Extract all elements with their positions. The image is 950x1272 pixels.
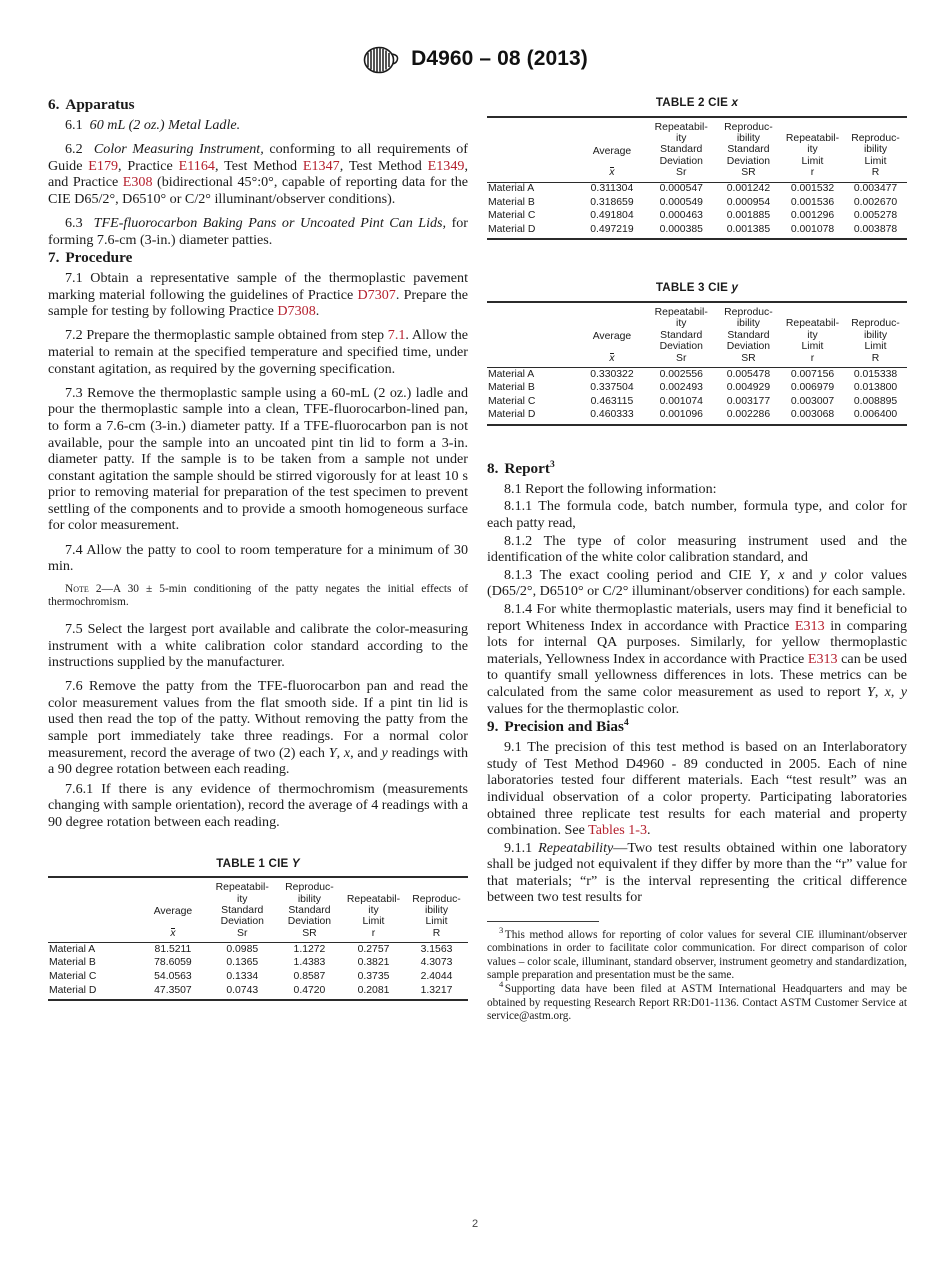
table-row — [487, 223, 907, 239]
table-2-row-0-repro-limit: 0.003477 — [853, 183, 898, 195]
right-column — [487, 95, 907, 1023]
clause-8-1-1-text: The formula code, batch number, formula type, and color for each patty read, — [487, 498, 907, 531]
link-e313-first[interactable]: E313 — [794, 617, 825, 634]
document-header — [0, 44, 950, 74]
table-1-title — [48, 856, 468, 873]
table-3-header-blank — [487, 302, 577, 368]
symbol-y-lower: y — [900, 683, 907, 700]
clause-7-6-1-text: If there is any evidence of thermochromism (measurements changing with sample orientation), record the average of 4 readings with a 90 degree rotation between each reading. — [48, 780, 468, 830]
section-7-number: 7. — [48, 249, 60, 267]
table-2-row-3-label: Material D — [487, 223, 577, 239]
table-1-row-0-repro-limit: 3.1563 — [420, 943, 453, 955]
clause-number-7-4: 7.4 — [65, 541, 83, 558]
paragraph-7-4 — [48, 542, 468, 575]
page-number: 2 — [471, 1218, 479, 1230]
clause-9-1-1-italic: Repeatability — [538, 839, 614, 856]
table-1-header-rep-limit: Repeatabil- ity Limit r — [342, 877, 405, 943]
table-row — [487, 182, 907, 196]
link-e1347[interactable]: E1347 — [302, 157, 340, 174]
table-2-row-0-repro-sd: 0.001242 — [726, 183, 771, 195]
paragraph-6-2 — [48, 141, 468, 207]
heading-section-6 — [48, 95, 468, 114]
paragraph-8-1-4 — [487, 601, 907, 717]
section-8-number: 8. — [487, 459, 499, 477]
table-1-row-1-rep-limit: 0.3821 — [357, 957, 390, 969]
table-2-header-blank — [487, 117, 577, 183]
clause-8-1-4-text-5: , — [890, 683, 901, 700]
table-2-row-3-rep-sd: 0.000385 — [647, 223, 716, 239]
table-3-row-2-repro-limit: 0.008895 — [853, 395, 898, 407]
table-2-row-3-rep-limit: 0.001078 — [781, 223, 844, 239]
astm-logo — [362, 45, 402, 75]
clause-number-6-2: 6.2 — [65, 141, 83, 158]
table-1-row-3-rep-limit: 0.2081 — [342, 984, 405, 1000]
table-2-row-3-repro-sd: 0.001385 — [716, 223, 781, 239]
table-1-row-3-repro-sd: 0.4720 — [277, 984, 342, 1000]
table-3-row-2-average: 0.463115 — [590, 395, 634, 407]
table-2-row-3-average: 0.497219 — [577, 223, 646, 239]
table-3-row-1-repro-limit: 0.013800 — [853, 382, 898, 394]
symbol-x: x — [343, 744, 351, 761]
symbol-y-lower: y — [820, 566, 827, 583]
table-1-row-1-average: 78.6059 — [154, 957, 192, 969]
link-e1164[interactable]: E1164 — [178, 157, 215, 174]
clause-number-9-1-1: 9.1.1 — [504, 839, 533, 856]
clause-8-1-3-text-3: and — [784, 566, 821, 583]
table-3-header-repro-sd: Reproduc- ibility Standard Deviation SR — [716, 302, 781, 368]
clause-number-8-1-2: 8.1.2 — [504, 532, 533, 549]
symbol-y: Y — [759, 566, 767, 583]
clause-7-6-text-2: , — [336, 744, 344, 761]
table-1-title-symbol: Y — [291, 856, 300, 870]
table-3-row-2-label: Material C — [488, 395, 536, 407]
clause-7-1-text-2: . Prepare the sample for testing by following Practice — [48, 286, 468, 320]
table-3-row-1-rep-sd: 0.002493 — [659, 382, 703, 394]
heading-section-8 — [487, 459, 907, 478]
note-2-text: —A 30 ± 5-min conditioning of the patty negates the initial effects of thermochromism. — [48, 582, 468, 609]
clause-number-6-3: 6.3 — [65, 214, 83, 231]
clause-number-7-2: 7.2 — [65, 327, 83, 344]
clause-6-2-italic: Color Measuring Instrument, — [93, 141, 264, 158]
table-1-row-3-rep-sd: 0.0743 — [208, 984, 277, 1000]
table-3-row-0-rep-limit: 0.007156 — [790, 368, 835, 380]
heading-section-7 — [48, 248, 468, 267]
paragraph-6-3 — [48, 215, 468, 248]
table-2-row-2-average: 0.491804 — [590, 210, 634, 222]
clause-8-1-text: Report the following information: — [521, 480, 717, 497]
clause-8-1-3-text-1: The exact cooling period and CIE — [532, 566, 760, 583]
link-tables-1-3[interactable]: Tables 1-3 — [588, 822, 648, 839]
paragraph-9-1 — [487, 739, 907, 839]
symbol-y-lower: y — [381, 744, 388, 761]
left-column — [48, 95, 468, 1001]
table-1-row-1-repro-sd: 1.4383 — [293, 957, 326, 969]
table-1-row-2-rep-sd: 0.1334 — [226, 970, 259, 982]
section-8-footnote-ref[interactable]: 3 — [549, 459, 555, 470]
clause-number-7-5: 7.5 — [65, 620, 83, 637]
clause-6-1-italic: 60 mL (2 oz.) Metal Ladle. — [89, 117, 241, 133]
table-row — [487, 395, 907, 409]
table-2-container — [487, 95, 907, 240]
table-3-row-2-rep-sd: 0.001074 — [659, 395, 703, 407]
table-3-header-average — [577, 302, 646, 368]
table-2 — [487, 116, 907, 241]
table-1-row-1-rep-sd: 0.1365 — [226, 957, 259, 969]
table-3-row-2-repro-sd: 0.003177 — [726, 395, 771, 407]
clause-7-4-text: Allow the patty to cool to room temperature for a minimum of 30 min. — [48, 541, 468, 575]
table-2-row-1-average: 0.318659 — [590, 196, 634, 208]
paragraph-8-1-2 — [487, 533, 907, 566]
heading-section-9 — [487, 717, 907, 736]
section-6-title: Apparatus — [65, 96, 135, 113]
clause-number-8-1-1: 8.1.1 — [504, 498, 533, 515]
link-d7308[interactable]: D7308 — [277, 303, 316, 320]
paragraph-7-6-1 — [48, 781, 468, 831]
table-row — [487, 368, 907, 382]
table-1-header-blank — [48, 877, 138, 943]
table-2-row-1-repro-sd: 0.000954 — [726, 196, 771, 208]
paragraph-7-6 — [48, 678, 468, 778]
clause-7-6-text-3: , and — [350, 744, 382, 761]
clause-7-3-text: Remove the thermoplastic sample using a 60-mL (2 oz.) ladle and pour the thermoplastic sample into a clean, TFE-fluorocarbon-lined pan, to form a 7.6-cm (3-in.) diameter patty. If a TFE-fluorocarbon pan is not available, pour the sample into an uncoated pint tin lid to form a 3-in. diameter patty. If the sample is to be taken from a sample not under constant agitation the sample should be stirred vigorously for at least 10 s prior to removing material for preparation of the test specimen to prevent settling of the components and to provide a smooth homogeneous surface for color measurement. — [48, 384, 468, 534]
table-row — [487, 382, 907, 396]
clause-9-1-text-2: . — [647, 822, 651, 839]
table-row — [48, 957, 468, 971]
clause-9-1-1-text: —Two test results obtained within one laboratory shall be judged not equivalent if they differ by more than the “r” value for that materials; “r” is the interval representing the critical difference between two test results for — [487, 839, 907, 906]
table-3-row-0-repro-limit: 0.015338 — [853, 368, 898, 380]
section-6-number: 6. — [48, 96, 60, 113]
table-1-row-2-label: Material C — [49, 970, 97, 982]
table-1-row-1-repro-limit: 4.3073 — [420, 957, 453, 969]
clause-8-1-3-text-4: color values (D65/2°, D6510° or C/2° illuminant/observer conditions) for each sample. — [487, 566, 907, 600]
table-2-row-2-rep-limit: 0.001296 — [790, 210, 835, 222]
table-1-row-0-rep-sd: 0.0985 — [226, 943, 259, 955]
paragraph-8-1 — [487, 481, 907, 498]
table-1 — [48, 876, 468, 1001]
clause-7-5-text: Select the largest port available and calibrate the color-measuring instrument with a white calibration color standard according to the instructions supplied by the manufacturer. — [48, 620, 468, 671]
clause-number-7-1: 7.1 — [65, 270, 83, 287]
table-3-row-1-average: 0.337504 — [590, 382, 634, 394]
clause-8-1-4-text-1: For white thermoplastic materials, users may find it beneficial to report Whiteness Index in accordance with Practice — [487, 600, 907, 634]
table-row — [48, 984, 468, 1000]
table-row — [487, 196, 907, 210]
clause-7-1-text-3: . — [315, 303, 320, 320]
table-3-row-3-average: 0.460333 — [577, 409, 646, 425]
footnote-divider — [487, 921, 599, 922]
clause-6-3-text: for forming 7.6-cm (3-in.) diameter patties. — [48, 214, 469, 248]
table-1-row-3-average: 47.3507 — [138, 984, 207, 1000]
link-e179[interactable]: E179 — [88, 157, 119, 174]
section-9-number: 9. — [487, 718, 499, 736]
table-3-row-0-average: 0.330322 — [590, 368, 634, 380]
clause-6-2-text-2: , Practice — [118, 157, 179, 174]
link-e313-second[interactable]: E313 — [807, 650, 838, 667]
table-3-title-symbol: y — [731, 281, 739, 295]
section-7-title: Procedure — [65, 249, 133, 267]
table-2-title — [487, 95, 907, 112]
section-9-title: Precision and Bias — [504, 718, 624, 736]
footnote-3-text: This method allows for reporting of color values for several CIE illuminant/observer combinations in order to facilitate color communication. For direct comparison of color values – color scale, illuminant, standard observer, instrument geometry and standardization, sample preparation and presentation must be the same. — [487, 929, 907, 981]
paragraph-7-1 — [48, 270, 468, 320]
table-3-row-1-repro-sd: 0.004929 — [726, 382, 771, 394]
table-1-row-3-repro-limit: 1.3217 — [405, 984, 468, 1000]
table-3-row-3-repro-limit: 0.006400 — [844, 409, 907, 425]
clause-6-2-text-5: , and Practice — [48, 157, 468, 191]
table-1-header-average-symbol: x — [170, 927, 176, 939]
table-3-container — [487, 280, 907, 425]
clause-number-8-1: 8.1 — [504, 480, 522, 497]
paragraph-6-1 — [48, 117, 468, 134]
table-2-row-1-rep-sd: 0.000549 — [659, 196, 703, 208]
table-2-title-symbol: x — [731, 96, 739, 109]
clause-number-7-3: 7.3 — [65, 384, 83, 401]
symbol-y: Y — [328, 744, 337, 761]
table-1-row-2-rep-limit: 0.3735 — [357, 970, 390, 982]
paragraph-8-1-3 — [487, 567, 907, 600]
table-3-row-3-rep-sd: 0.001096 — [647, 409, 716, 425]
table-1-header-repro-limit: Reproduc- ibility Limit R — [405, 877, 468, 943]
table-3-header-average-symbol: x — [609, 352, 615, 364]
table-3-row-0-label: Material A — [488, 368, 535, 380]
table-2-header-rep-limit: Repeatabil- ity Limit r — [781, 117, 844, 183]
clause-number-6-1: 6.1 — [65, 117, 83, 133]
link-e308[interactable]: E308 — [122, 174, 153, 191]
table-2-header-average — [577, 117, 646, 183]
section-9-footnote-ref[interactable]: 4 — [623, 718, 629, 729]
clause-7-1-text-1: Obtain a representative sample of the thermoplastic pavement marking material following the guidelines of Practice — [48, 270, 468, 303]
table-3-row-1-rep-limit: 0.006979 — [790, 382, 835, 394]
table-1-row-1-label: Material B — [49, 957, 96, 969]
table-2-header-average-symbol: x — [609, 167, 615, 179]
paragraph-9-1-1 — [487, 840, 907, 906]
clause-number-8-1-3: 8.1.3 — [504, 566, 533, 583]
table-3-row-0-rep-sd: 0.002556 — [659, 368, 703, 380]
note-2 — [48, 583, 468, 610]
footnote-4-number: 4 — [499, 979, 504, 990]
table-2-title-prefix: TABLE 2 CIE — [655, 96, 732, 109]
footnote-4-text: Supporting data have been filed at ASTM International Headquarters and may be obtained by requesting Research Report RR:D01-1136. Contact ASTM Customer Service at service@astm.org. — [487, 983, 907, 1022]
table-row — [48, 970, 468, 984]
table-3-row-1-label: Material B — [488, 382, 535, 394]
table-2-row-1-repro-limit: 0.002670 — [853, 196, 898, 208]
footnote-4 — [487, 979, 907, 1023]
table-1-header-average — [138, 877, 207, 943]
table-1-header-repro-sd: Reproduc- ibility Standard Deviation SR — [277, 877, 342, 943]
table-3-row-3-label: Material D — [487, 409, 577, 425]
symbol-x: x — [884, 683, 891, 700]
table-1-row-0-rep-limit: 0.2757 — [357, 943, 390, 955]
clause-8-1-3-text-2: , — [766, 566, 779, 583]
table-1-row-0-average: 81.5211 — [154, 943, 192, 955]
clause-6-2-text-3: , Test Method — [214, 157, 303, 174]
table-2-row-0-rep-limit: 0.001532 — [790, 183, 835, 195]
table-3-row-3-repro-sd: 0.002286 — [716, 409, 781, 425]
table-2-row-0-rep-sd: 0.000547 — [659, 183, 703, 195]
table-3-row-3-rep-limit: 0.003068 — [781, 409, 844, 425]
symbol-x: x — [778, 566, 785, 583]
table-3-header-repro-limit: Reproduc- ibility Limit R — [844, 302, 907, 368]
table-3-header-rep-limit: Repeatabil- ity Limit r — [781, 302, 844, 368]
table-3-row-2-rep-limit: 0.003007 — [790, 395, 835, 407]
table-1-row-2-average: 54.0563 — [154, 970, 192, 982]
table-2-row-2-repro-limit: 0.005278 — [853, 210, 898, 222]
link-d7307[interactable]: D7307 — [357, 286, 396, 303]
table-row — [487, 210, 907, 224]
table-2-header-average-label: Average — [592, 145, 632, 157]
table-2-row-0-average: 0.311304 — [590, 183, 634, 195]
clause-8-1-4-text-2: in comparing lots for internal QA purposes. Similarly, for yellow thermoplastic materials, Yellowness Index in accordance with Practice — [487, 617, 907, 667]
section-8-title: Report — [504, 459, 550, 477]
table-1-row-0-repro-sd: 1.1272 — [293, 943, 326, 955]
clause-number-7-6-1: 7.6.1 — [65, 780, 94, 797]
clause-7-2-text-1: Prepare the thermoplastic sample obtained from step — [82, 327, 388, 344]
table-2-row-3-repro-limit: 0.003878 — [844, 223, 907, 239]
clause-6-3-italic: TFE-fluorocarbon Baking Pans or Uncoated Pint Can Lids, — [93, 214, 447, 231]
clause-number-7-6: 7.6 — [65, 678, 83, 695]
table-2-header-rep-sd: Repeatabil- ity Standard Deviation Sr — [647, 117, 716, 183]
table-3-header-rep-sd: Repeatabil- ity Standard Deviation Sr — [647, 302, 716, 368]
table-1-row-3-label: Material D — [48, 984, 138, 1000]
table-1-title-prefix: TABLE 1 CIE — [216, 856, 292, 870]
footnotes-block — [487, 925, 907, 1023]
table-2-header-repro-sd: Reproduc- ibility Standard Deviation SR — [716, 117, 781, 183]
table-1-row-2-repro-limit: 2.4044 — [420, 970, 453, 982]
footnote-3-number: 3 — [499, 925, 504, 936]
table-3 — [487, 301, 907, 426]
table-1-header-rep-sd: Repeatabil- ity Standard Deviation Sr — [208, 877, 277, 943]
clause-7-6-text-4: readings with a 90 degree rotation between each reading. — [48, 744, 468, 778]
paragraph-7-5 — [48, 621, 468, 671]
note-2-label: Note 2 — [65, 582, 102, 595]
table-1-row-0-label: Material A — [49, 943, 96, 955]
table-2-row-2-label: Material C — [488, 210, 536, 222]
paragraph-7-3 — [48, 385, 468, 534]
clause-9-1-text-1: The precision of this test method is based on an Interlaboratory study of Test Method D4960 - 89 conducted in 2005. Each of nine laboratories tested four different materials. Each “test result” was an individual observation of a color property. Participating laboratories obtained three replicate test results for each material and property combination. See — [487, 739, 907, 839]
clause-6-2-text-1: conforming to all requirements of Guide — [48, 141, 468, 174]
table-2-row-2-repro-sd: 0.001885 — [726, 210, 771, 222]
clause-7-6-text-1: Remove the patty from the TFE-fluorocarbon pan and read the color measurement values from the flat smooth side. If a pint tin lid is used then read the top of the patty. Without removing the patty from the sample port immediately take three readings. For a normal color measurement, record the average of two (2) each — [48, 678, 468, 761]
table-row — [48, 943, 468, 957]
link-clause-7-1[interactable]: 7.1 — [387, 327, 406, 344]
table-3-header-average-label: Average — [592, 331, 632, 343]
clause-number-8-1-4: 8.1.4 — [504, 600, 533, 617]
table-1-row-2-repro-sd: 0.8587 — [293, 970, 326, 982]
table-2-row-1-rep-limit: 0.001536 — [790, 196, 835, 208]
table-2-header-repro-limit: Reproduc- ibility Limit R — [844, 117, 907, 183]
table-3-row-0-repro-sd: 0.005478 — [726, 368, 771, 380]
clause-7-2-text-2: . Allow the material to remain at the specified temperature and specified time, under constant agitation, as required by the governing specification. — [48, 327, 468, 377]
clause-8-1-2-text: The type of color measuring instrument used and the identification of the white color calibration standard, and — [487, 532, 907, 566]
clause-number-9-1: 9.1 — [504, 739, 522, 756]
table-1-container — [48, 856, 468, 1001]
table-3-title-prefix: TABLE 3 CIE — [655, 281, 732, 295]
clause-6-2-text-6: (bidirectional 45°:0°, capable of reporting data for the CIE D65/2°, D6510° or C/2° illuminant/observer conditions). — [48, 174, 468, 207]
clause-8-1-4-text-4: , — [874, 683, 885, 700]
table-1-header-average-label: Average — [153, 906, 193, 918]
document-title: D4960 – 08 (2013) — [411, 47, 588, 70]
table-3-title — [487, 280, 907, 297]
footnote-3 — [487, 925, 907, 982]
link-e1349[interactable]: E1349 — [427, 157, 465, 174]
clause-8-1-4-text-3: can be used to quantify small yellowness differences in lots. These metrics can be calculated from the same color measurement as used to report — [487, 650, 908, 700]
clause-8-1-4-text-6: values for the thermoplastic color. — [487, 700, 680, 717]
paragraph-8-1-1 — [487, 498, 907, 531]
table-2-row-2-rep-sd: 0.000463 — [659, 210, 703, 222]
clause-6-2-text-4: , Test Method — [339, 157, 428, 174]
table-row — [487, 409, 907, 425]
symbol-y: Y — [866, 683, 875, 700]
table-2-row-0-label: Material A — [488, 183, 535, 195]
paragraph-7-2 — [48, 327, 468, 377]
table-2-row-1-label: Material B — [488, 196, 535, 208]
